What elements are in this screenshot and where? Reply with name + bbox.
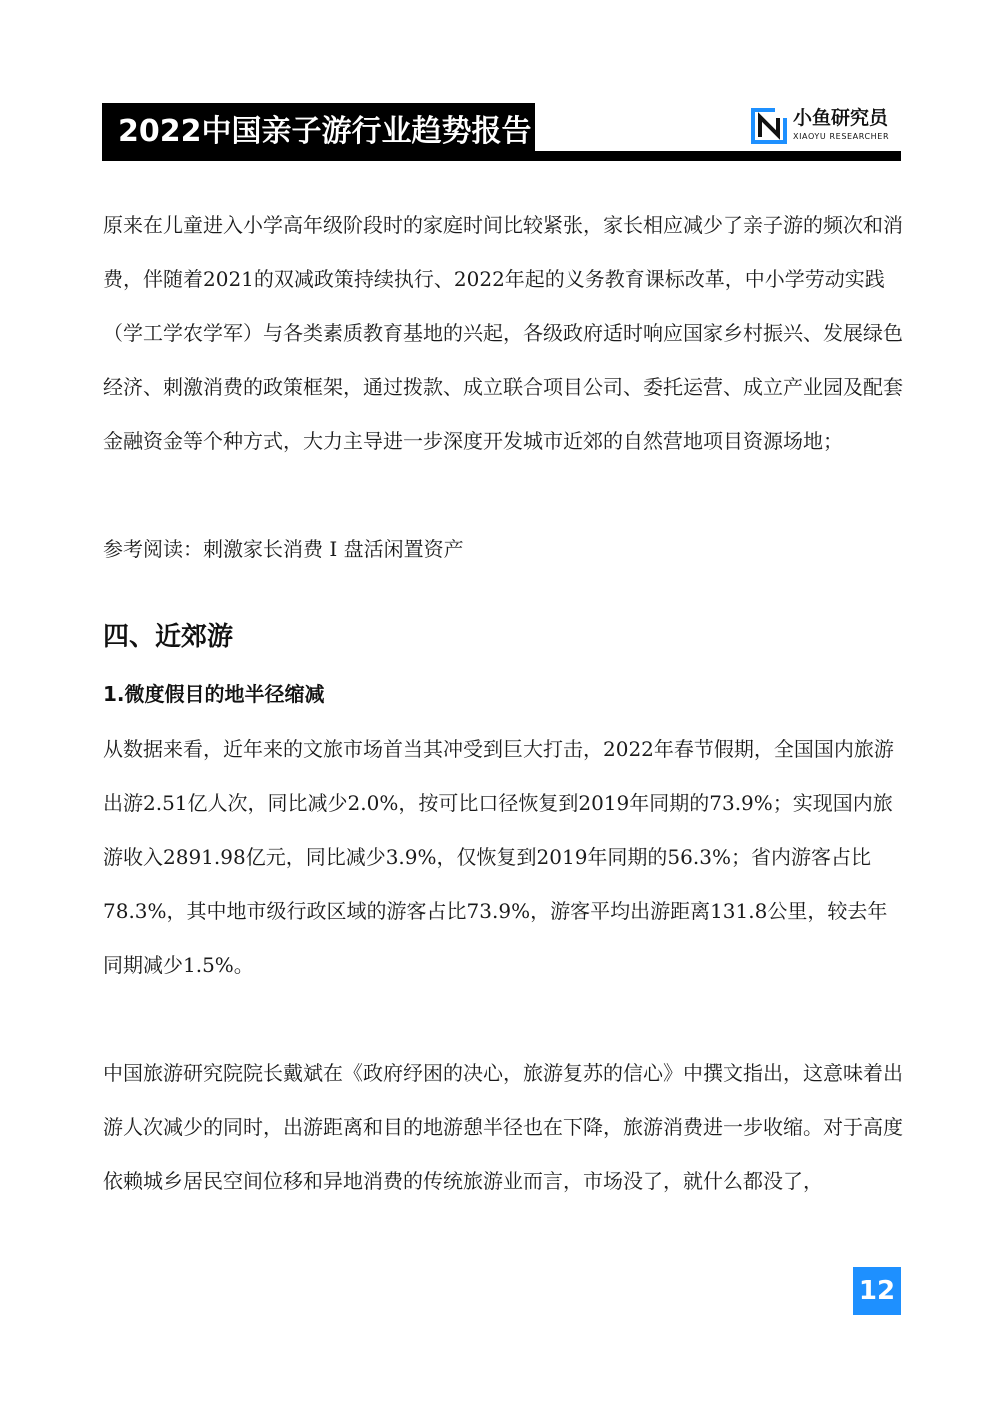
reference-reading: 参考阅读：刺激家长消费 I 盘活闲置资产	[103, 537, 464, 561]
paragraph-3: 中国旅游研究院院长戴斌在《政府纾困的决心，旅游复苏的信心》中撰文指出，这意味着出游人次减少的同时，出游距离和目的地游憩半径也在下降，旅游消费进一步收缩。对于高度依赖城乡居民空间位移和异地消费的传统旅游业而言，市场没了，就什么都没了，	[103, 1061, 903, 1193]
logo-name: 小鱼研究员	[793, 107, 889, 129]
logo-n-icon	[751, 108, 787, 144]
brand-logo	[751, 104, 901, 144]
report-title: 2022中国亲子游行业趋势报告	[118, 114, 532, 149]
paragraph-1: 原来在儿童进入小学高年级阶段时的家庭时间比较紧张，家长相应减少了亲子游的频次和消费，伴随着2021的双减政策持续执行、2022年起的义务教育课标改革，中小学劳动实践（学工学农学军）与各类素质教育基地的兴起，各级政府适时响应国家乡村振兴、发展绿色经济、刺激消费的政策框架，通过拨款、成立联合项目公司、委托运营、成立产业园及配套金融资金等个种方式，大力主导进一步深度开发城市近郊的自然营地项目资源场地；	[103, 213, 903, 453]
sub-heading: 1.微度假目的地半径缩减	[103, 682, 325, 706]
page-number: 12	[853, 1267, 901, 1315]
paragraph-2: 从数据来看，近年来的文旅市场首当其冲受到巨大打击，2022年春节假期，全国国内旅游出游2.51亿人次，同比减少2.0%，按可比口径恢复到2019年同期的73.9%；实现国内旅游收入2891.98亿元，同比减少3.9%，仅恢复到2019年同期的56.3%；省内游客占比78.3%，其中地市级行政区域的游客占比73.9%，游客平均出游距离131.8公里，较去年同期减少1.5%。	[103, 737, 894, 977]
section-heading: 四、近郊游	[103, 622, 234, 652]
logo-subtitle: XIAOYU RESEARCHER	[793, 132, 890, 141]
